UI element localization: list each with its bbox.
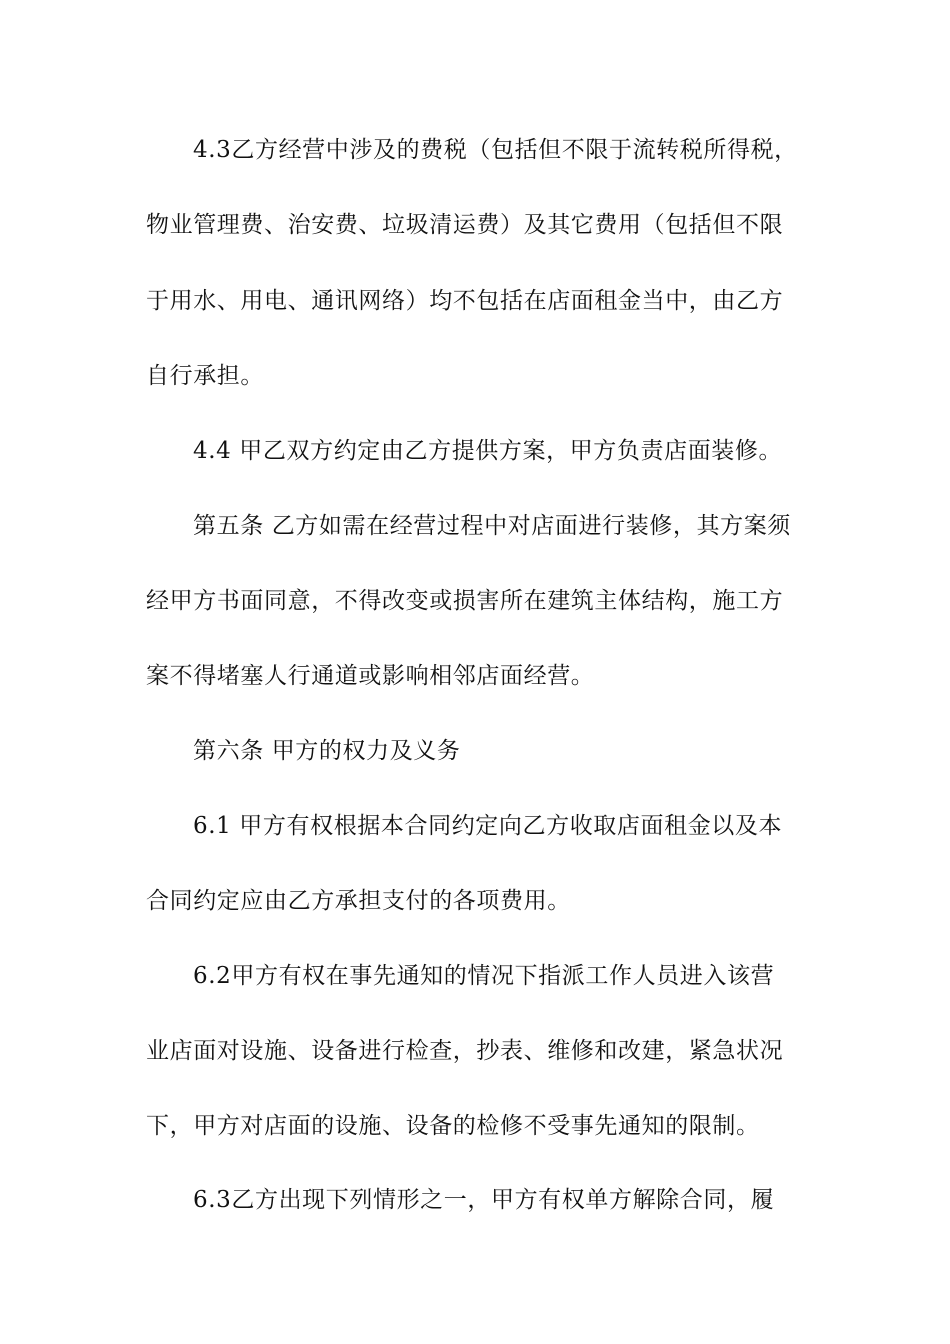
text-line-2: 物业管理费、治安费、垃圾清运费）及其它费用（包括但不限 [146, 212, 784, 238]
text-line-10: 6.1 甲方有权根据本合同约定向乙方收取店面租金以及本 [193, 813, 783, 839]
text-line-7: 经甲方书面同意，不得改变或损害所在建筑主体结构，施工方 [146, 588, 784, 614]
text-line-15: 6.3乙方出现下列情形之一，甲方有权单方解除合同，履 [193, 1187, 775, 1213]
text-line-14: 下，甲方对店面的设施、设备的检修不受事先通知的限制。 [146, 1113, 760, 1139]
text-line-8: 案不得堵塞人行通道或影响相邻店面经营。 [146, 663, 595, 689]
text-line-4: 自行承担。 [146, 363, 264, 389]
section-heading: 第六条 甲方的权力及义务 [193, 738, 461, 764]
text-line-3: 于用水、用电、通讯网络）均不包括在店面租金当中，由乙方 [146, 288, 784, 314]
text-line-6: 第五条 乙方如需在经营过程中对店面进行装修，其方案须 [193, 513, 791, 539]
text-line-13: 业店面对设施、设备进行检查，抄表、维修和改建，紧急状况 [146, 1038, 784, 1064]
text-line-11: 合同约定应由乙方承担支付的各项费用。 [146, 888, 571, 914]
text-line-12: 6.2甲方有权在事先通知的情况下指派工作人员进入该营 [193, 963, 775, 989]
text-line-1: 4.3乙方经营中涉及的费税（包括但不限于流转税所得税， [193, 137, 798, 163]
text-line-5: 4.4 甲乙双方约定由乙方提供方案，甲方负责店面装修。 [193, 438, 783, 464]
